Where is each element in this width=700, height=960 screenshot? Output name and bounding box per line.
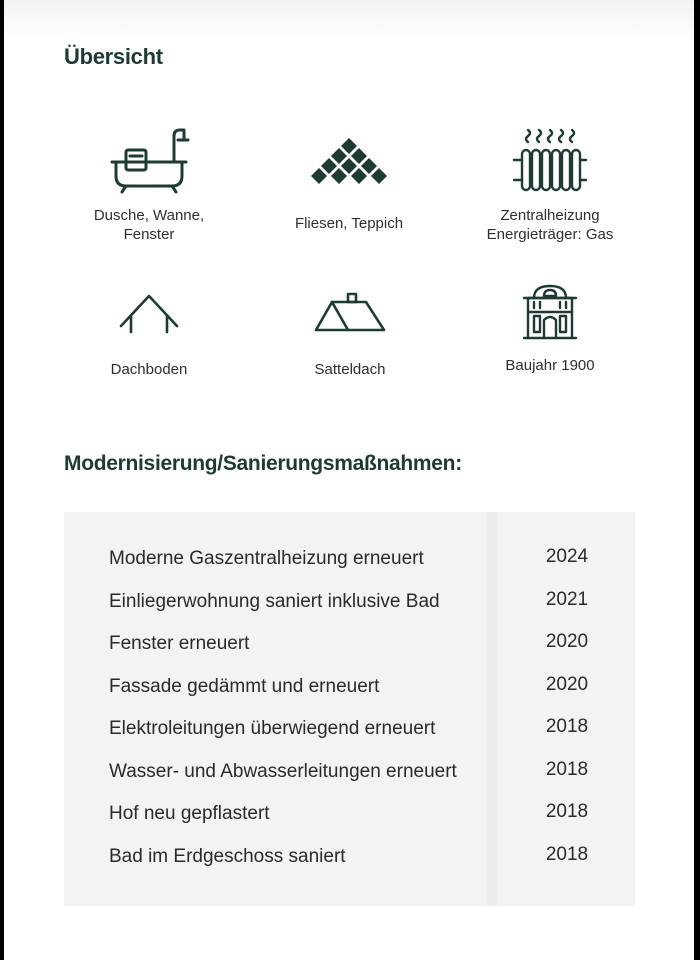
row-year: 2020: [545, 674, 589, 695]
row-description: Fenster erneuert: [109, 633, 250, 654]
radiator-icon: [510, 126, 590, 194]
table-row: [64, 666, 635, 708]
feature-label: Dusche, Wanne, Fenster: [93, 207, 205, 243]
feature-label: Zentralheizung Energieträger: Gas: [486, 207, 614, 243]
row-year: 2018: [545, 844, 589, 865]
feature-year-built: [450, 282, 650, 375]
row-year: 2020: [545, 631, 589, 652]
row-description: Hof neu gepflastert: [109, 803, 270, 824]
feature-bathroom: [49, 126, 249, 244]
feature-heating: [450, 126, 650, 244]
row-description: Bad im Erdgeschoss saniert: [109, 846, 346, 867]
attic-roof-icon: [117, 290, 181, 336]
feature-label: Fliesen, Teppich: [294, 215, 404, 232]
table-row: [64, 836, 635, 878]
table-row: [64, 623, 635, 665]
feature-label: Dachboden: [110, 361, 188, 378]
table-row: [64, 793, 635, 835]
feature-flooring: [249, 136, 449, 233]
feature-roof-type: [250, 290, 450, 379]
gable-roof-icon: [312, 290, 388, 336]
feature-label: Satteldach: [314, 361, 386, 378]
feature-label: Baujahr 1900: [505, 357, 595, 374]
table-row: [64, 708, 635, 750]
historic-building-icon: [520, 282, 580, 340]
bathtub-icon: [108, 126, 190, 194]
row-description: Wasser- und Abwasserleitungen erneuert: [109, 761, 457, 782]
feature-attic: [49, 290, 249, 379]
row-year: 2024: [545, 546, 589, 567]
row-year: 2018: [545, 716, 589, 737]
modernization-table: [64, 512, 635, 906]
row-year: 2018: [545, 759, 589, 780]
table-row: [64, 538, 635, 580]
row-description: Einliegerwohnung saniert inklusive Bad: [109, 591, 440, 612]
row-description: Elektroleitungen überwiegend erneuert: [109, 718, 436, 739]
tiles-icon: [309, 136, 389, 192]
page: [4, 0, 694, 960]
table-row: [64, 751, 635, 793]
table-row: [64, 581, 635, 623]
modernization-title: Modernisierung/Sanierungsmaßnahmen:: [64, 452, 462, 475]
row-description: Moderne Gaszentralheizung erneuert: [109, 548, 424, 569]
row-year: 2018: [545, 801, 589, 822]
row-description: Fassade gedämmt und erneuert: [109, 676, 380, 697]
row-year: 2021: [545, 589, 589, 610]
top-shade: [4, 0, 694, 40]
overview-title: Übersicht: [64, 44, 163, 69]
